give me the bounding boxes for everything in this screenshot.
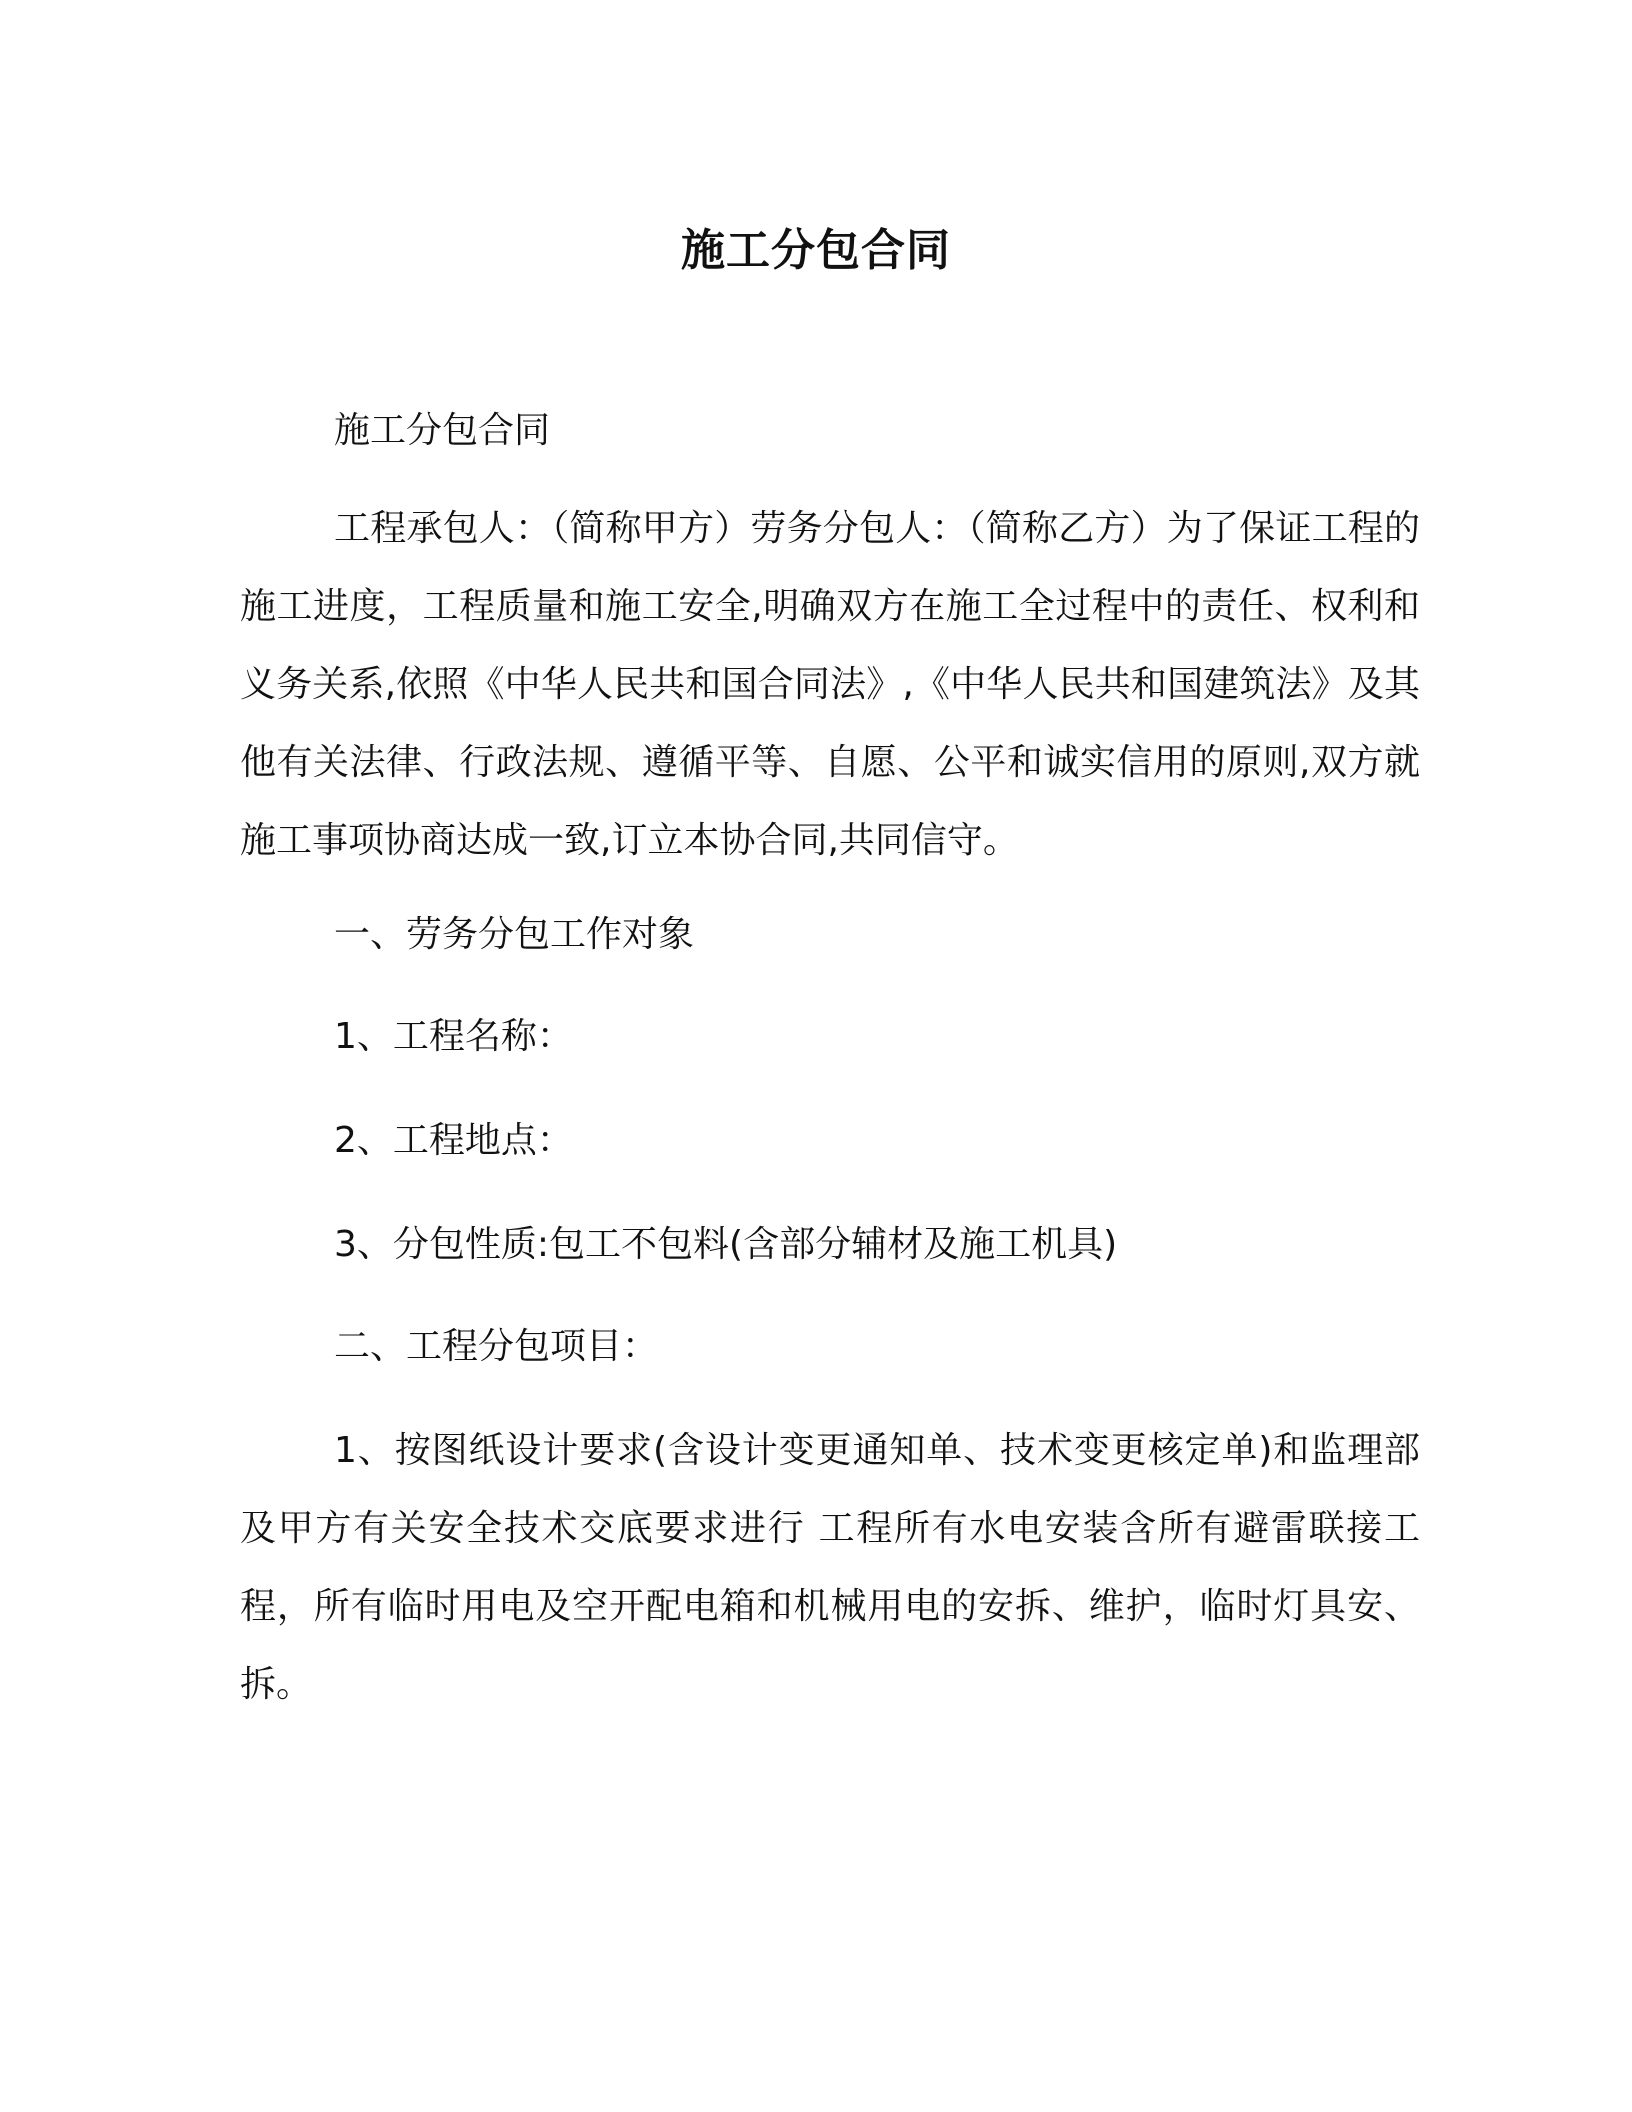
subcontract-nature-item: 3、分包性质:包工不包料(含部分辅材及施工机具) bbox=[334, 1224, 1118, 1265]
section-2-item-1: 1、按图纸设计要求(含设计变更通知单、技术变更核定单)和监理部及甲方有关安全技术交底要求进行 工程所有水电安装含所有避雷联接工程，所有临时用电及空开配电箱和机械用电的安拆、维护，临时灯具安、拆。 bbox=[240, 1430, 1420, 1705]
subtitle: 施工分包合同 bbox=[334, 410, 551, 451]
document-title: 施工分包合同 bbox=[681, 225, 951, 276]
project-location-item: 2、工程地点： bbox=[334, 1120, 573, 1161]
intro-paragraph: 工程承包人：（简称甲方）劳务分包人：（简称乙方）为了保证工程的施工进度，工程质量和施工安全,明确双方在施工全过程中的责任、权利和义务关系,依照《中华人民共和国合同法》,《中华人民共和国建筑法》及其他有关法律、行政法规、遵循平等、自愿、公平和诚实信用的原则,双方就施工事项协商达成一致,订立本协合同,共同信守。 bbox=[240, 508, 1420, 861]
project-name-item: 1、工程名称： bbox=[334, 1016, 573, 1057]
section-2-heading: 二、工程分包项目： bbox=[334, 1326, 659, 1367]
section-1-heading: 一、劳务分包工作对象 bbox=[334, 914, 695, 955]
